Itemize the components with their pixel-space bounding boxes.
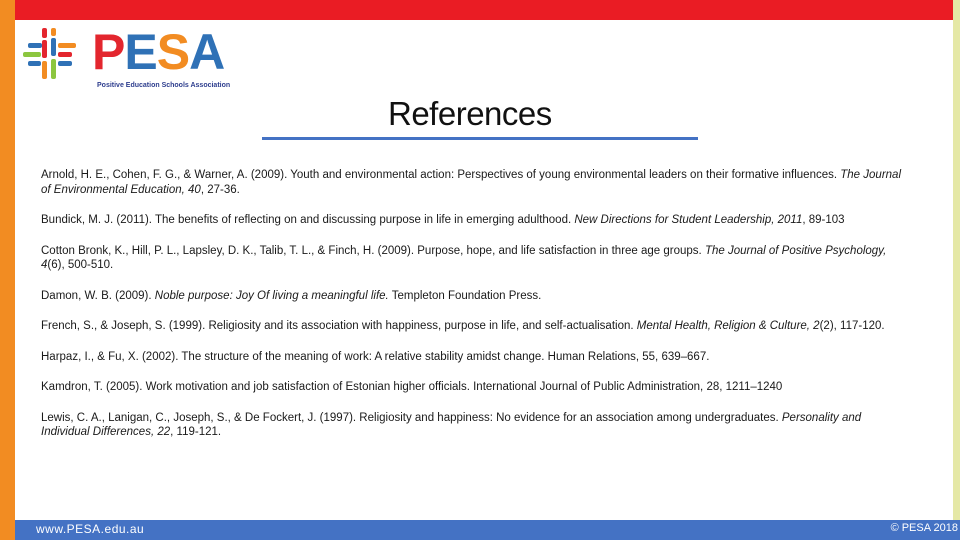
top-accent-bar bbox=[15, 0, 953, 20]
reference-tail: Templeton Foundation Press. bbox=[388, 289, 542, 302]
reference-text: Bundick, M. J. (2011). The benefits of reflecting on and discussing purpose in life in emerging adulthood. bbox=[41, 214, 575, 226]
reference-source: New Directions for Student Leadership, 2011 bbox=[574, 214, 803, 226]
footer-bar bbox=[15, 520, 960, 540]
reference-tail: , 119-121. bbox=[170, 426, 222, 438]
reference-source: The Journal of Positive Psychology, 4 bbox=[41, 244, 887, 271]
reference-item bbox=[41, 289, 911, 304]
reference-item bbox=[41, 244, 911, 273]
title-underline bbox=[262, 137, 698, 140]
reference-item bbox=[41, 411, 911, 440]
reference-source: The Journal of Environmental Education, 40 bbox=[41, 169, 901, 196]
reference-text: Kamdron, T. (2005). Work motivation and job satisfaction of Estonian higher officials. International Journal of Public Administration, 28, 1211–1240 bbox=[41, 381, 783, 393]
footer-copyright: © PESA 2018 bbox=[890, 522, 958, 534]
reference-source: Personality and Individual Differences, 22 bbox=[41, 411, 862, 438]
left-accent-bar bbox=[0, 0, 15, 540]
footer-website-link[interactable]: www.PESA.edu.au bbox=[36, 522, 145, 536]
reference-tail: , 89-103 bbox=[802, 214, 845, 226]
reference-text: Damon, W. B. (2009). bbox=[41, 289, 155, 302]
logo-letter-p: P bbox=[92, 24, 125, 80]
logo-letter-e: E bbox=[124, 24, 157, 80]
reference-list bbox=[41, 168, 911, 440]
reference-text: Cotton Bronk, K., Hill, P. L., Lapsley, D. K., Talib, T. L., & Finch, H. (2009). Purpose, hope, and life satisfaction in three age groups. bbox=[41, 244, 705, 257]
reference-text: Lewis, C. A., Lanigan, C., Joseph, S., & De Fockert, J. (1997). Religiosity and happiness: No evidence for an association among undergraduates. bbox=[41, 411, 782, 424]
logo-wordmark bbox=[92, 22, 224, 82]
reference-tail: (6), 500-510. bbox=[47, 259, 114, 271]
reference-text: Harpaz, I., & Fu, X. (2002). The structure of the meaning of work: A relative stability amidst change. Human Relations, 55, 639–667. bbox=[41, 350, 710, 363]
reference-item bbox=[41, 380, 911, 395]
logo-tagline: Positive Education Schools Association bbox=[97, 82, 231, 89]
reference-source: Noble purpose: Joy Of living a meaningful life. bbox=[154, 289, 389, 302]
reference-item bbox=[41, 319, 911, 334]
right-accent-bar bbox=[953, 0, 960, 520]
reference-tail: (2), 117-120. bbox=[819, 320, 885, 332]
logo-letter-s: S bbox=[156, 24, 190, 80]
reference-item bbox=[41, 168, 911, 197]
reference-tail: , 27-36. bbox=[200, 183, 240, 196]
logo-letter-a: A bbox=[189, 24, 225, 80]
reference-text: Arnold, H. E., Cohen, F. G., & Warner, A. (2009). Youth and environmental action: Perspectives of young environmental leaders on their formative influences. bbox=[41, 169, 841, 181]
reference-source: Mental Health, Religion & Culture, 2 bbox=[636, 320, 820, 332]
page-title: References bbox=[388, 95, 552, 132]
reference-item bbox=[41, 213, 911, 228]
reference-item bbox=[41, 350, 911, 365]
reference-text: French, S., & Joseph, S. (1999). Religiosity and its association with happiness, purpose in life, and self-actualisation. bbox=[41, 320, 637, 332]
logo-cross-icon bbox=[22, 28, 78, 80]
